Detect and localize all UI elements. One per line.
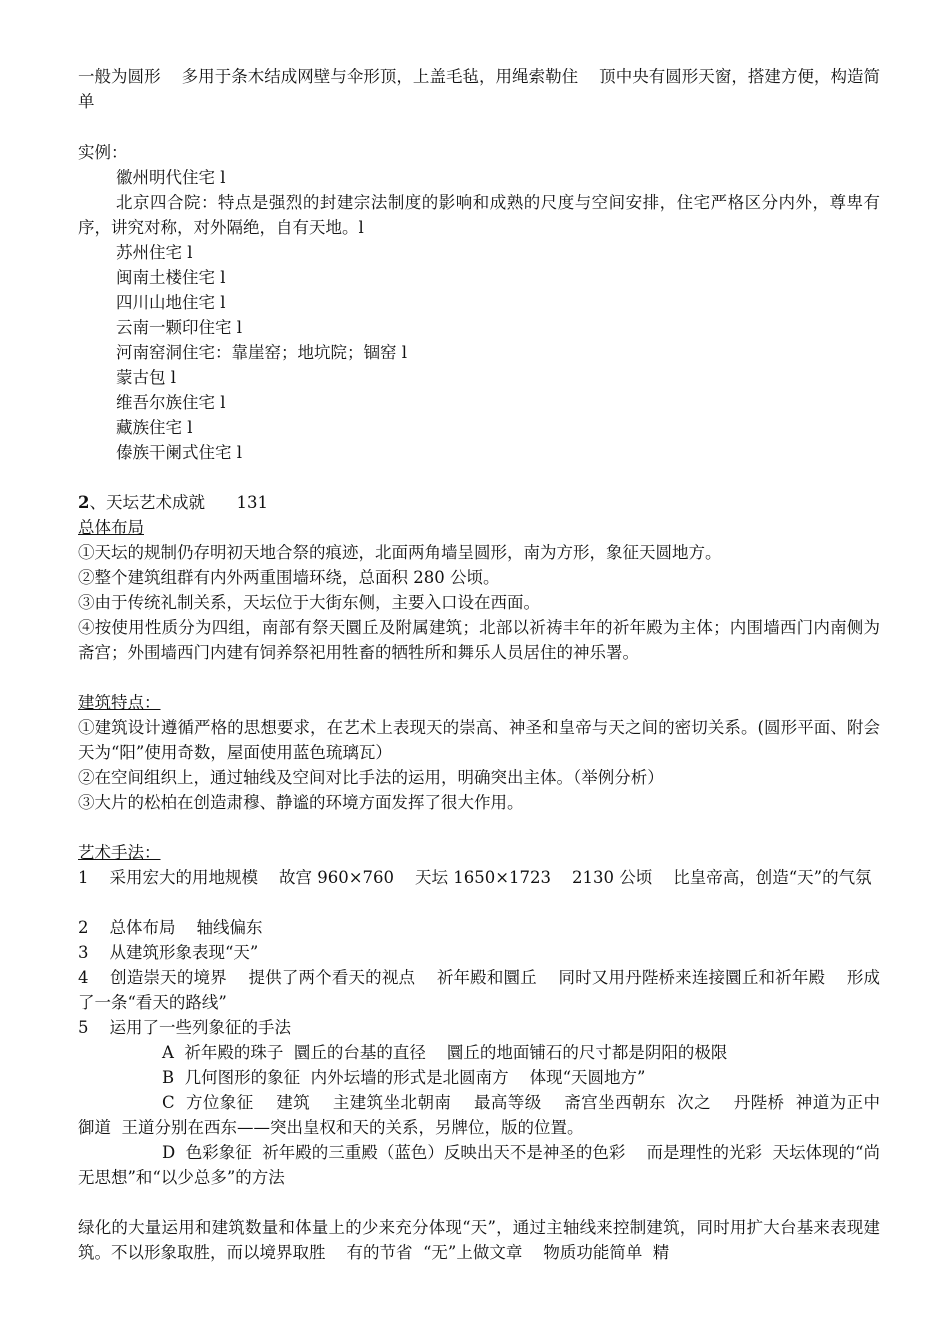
- example-beijing: 北京四合院：特点是强烈的封建宗法制度的影响和成熟的尺度与空间安排，住宅严格区分内外，尊卑有序，讲究对称，对外隔绝，自有天地。l: [78, 193, 880, 237]
- art-item-2: 2 总体布局 轴线偏东: [78, 918, 263, 937]
- layout-heading: 总体布局: [78, 518, 144, 537]
- example-suzhou: 苏州住宅 l: [116, 243, 193, 262]
- layout-item-3: ③由于传统礼制关系，天坛位于大街东侧，主要入口设在西面。: [78, 593, 540, 612]
- closing-paragraph: 绿化的大量运用和建筑数量和体量上的少来充分体现“天”，通过主轴线来控制建筑，同时用扩大台基来表现建筑。不以形象取胜，而以境界取胜 有的节省 “无”上做文章 物质功能简单 精: [78, 1218, 880, 1262]
- example-weiwuer: 维吾尔族住宅 l: [116, 393, 226, 412]
- example-zang: 藏族住宅 l: [116, 418, 193, 437]
- feature-item-2: ②在空间组织上，通过轴线及空间对比手法的运用，明确突出主体。（举例分析）: [78, 768, 664, 787]
- layout-item-2: ②整个建筑组群有内外两重围墙环绕，总面积 280 公顷。: [78, 568, 500, 587]
- example-henan: 河南窑洞住宅：靠崖窑；地坑院；锢窑 l: [116, 343, 408, 362]
- intro-paragraph: 一般为圆形 多用于条木结成网壁与伞形顶，上盖毛毡，用绳索勒住 顶中央有圆形天窗，搭建方便，构造简单: [78, 67, 880, 111]
- feature-item-3: ③大片的松柏在创造肃穆、静谧的环境方面发挥了很大作用。: [78, 793, 524, 812]
- example-huizhou: 徽州明代住宅 l: [116, 168, 226, 187]
- art-item-5: 5 运用了一些列象征的手法: [78, 1018, 291, 1037]
- example-dai: 傣族干阑式住宅 l: [116, 443, 243, 462]
- feature-item-1: ①建筑设计遵循严格的思想要求，在艺术上表现天的崇高、神圣和皇帝与天之间的密切关系。(圆形平面、附会天为“阳”使用奇数，屋面使用蓝色琉璃瓦）: [78, 718, 880, 762]
- art-item-3: 3 从建筑形象表现“天”: [78, 943, 259, 962]
- section-2-heading: [78, 490, 268, 515]
- art-item-5c: C 方位象征 建筑 主建筑坐北朝南 最高等级 斋宫坐西朝东 次之 丹陛桥 神道为正中 御道 王道分别在西东——突出皇权和天的关系，另牌位，版的位置。: [78, 1093, 901, 1137]
- layout-item-1: ①天坛的规制仍存明初天地合祭的痕迹，北面两角墙呈圆形，南为方形，象征天圆地方。: [78, 543, 722, 562]
- features-heading: 建筑特点：: [78, 693, 161, 712]
- example-minnan: 闽南土楼住宅 l: [116, 268, 226, 287]
- art-heading: 艺术手法：: [78, 843, 161, 862]
- art-item-4: 4 创造崇天的境界 提供了两个看天的视点 祈年殿和圜丘 同时又用丹陛桥来连接圜丘和祈年殿 形成了一条“看天的路线”: [78, 968, 880, 1012]
- layout-item-4: ④按使用性质分为四组，南部有祭天圜丘及附属建筑；北部以祈祷丰年的祈年殿为主体；内围墙西门内南侧为斋宫；外围墙西门内建有饲养祭祀用牲畜的牺牲所和舞乐人员居住的神乐署。: [78, 618, 880, 662]
- art-item-5b: B 几何图形的象征 内外坛墙的形式是北圆南方 体现“天圆地方”: [162, 1068, 646, 1087]
- example-sichuan: 四川山地住宅 l: [116, 293, 226, 312]
- example-menggu: 蒙古包 l: [116, 368, 177, 387]
- section-title: 、天坛艺术成就 131: [89, 493, 268, 512]
- section-number: 2: [78, 493, 90, 512]
- example-yunnan: 云南一颗印住宅 l: [116, 318, 243, 337]
- art-item-1: 1 采用宏大的用地规模 故宫 960×760 天坛 1650×1723 2130 公顷 比皇帝高，创造“天”的气氛: [78, 868, 872, 887]
- art-item-5d: D 色彩象征 祈年殿的三重殿（蓝色）反映出天不是神圣的色彩 而是理性的光彩 天坛体现的“尚无思想”和“以少总多”的方法: [78, 1143, 880, 1187]
- art-item-5a: A 祈年殿的珠子 圜丘的台基的直径 圜丘的地面铺石的尺寸都是阴阳的极限: [162, 1043, 728, 1062]
- examples-heading: 实例：: [78, 143, 128, 162]
